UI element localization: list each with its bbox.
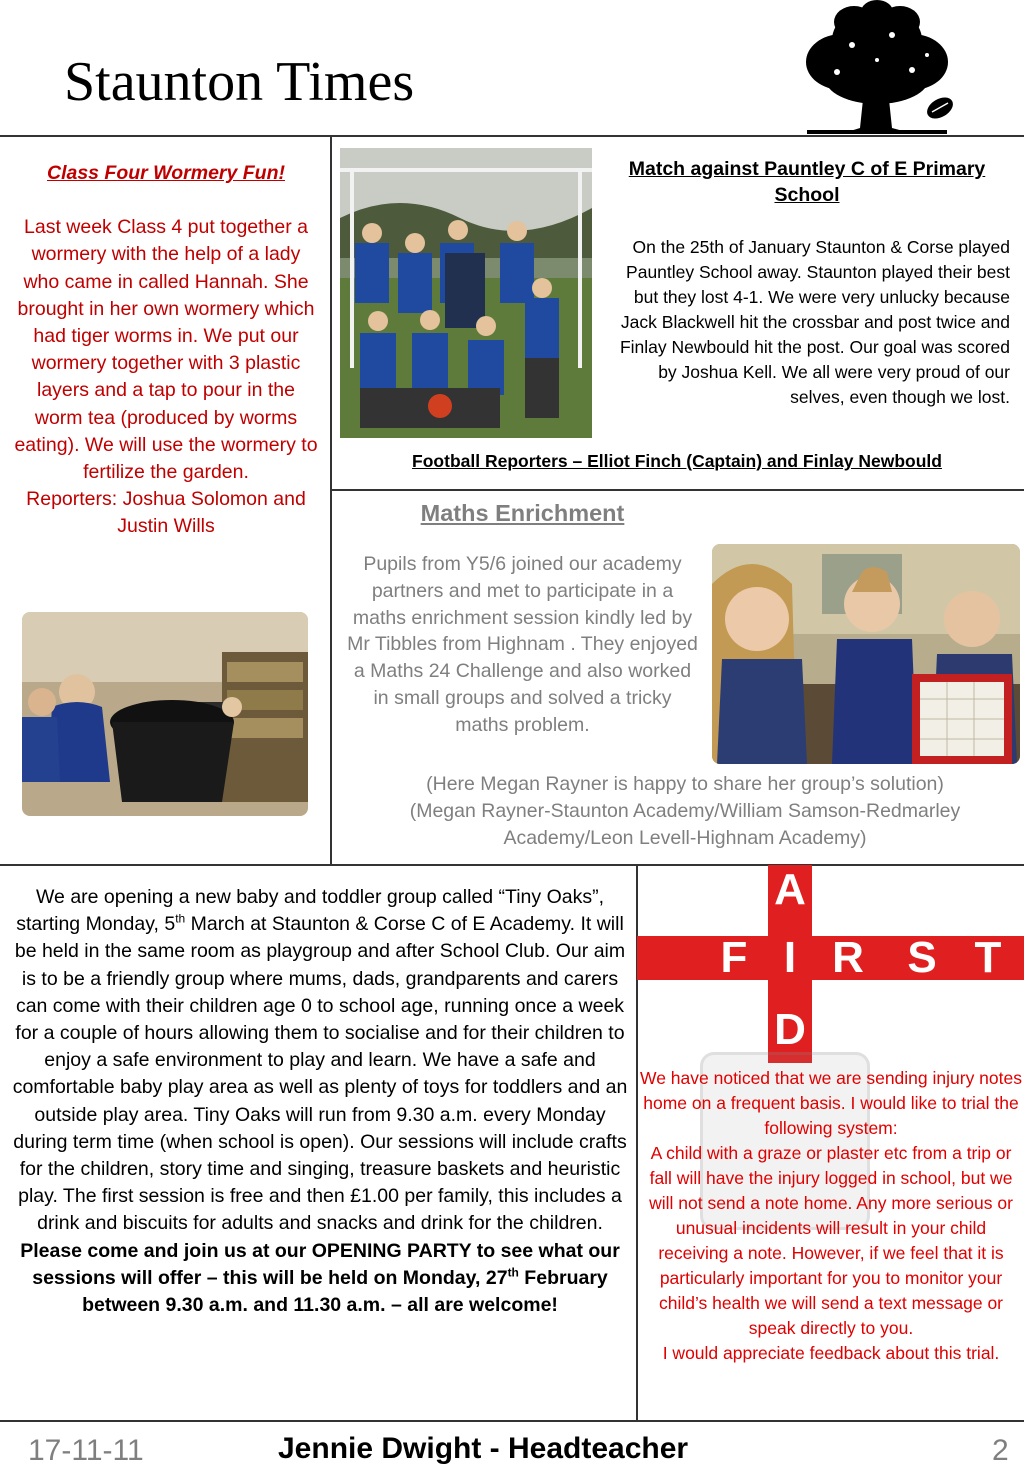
first-aid-letter-t: T — [974, 933, 1002, 982]
maths-caption — [345, 771, 1024, 851]
wormery-title: Class Four Wormery Fun! — [46, 162, 285, 184]
tiny-oaks-text-2: March at Staunton & Corse C of E Academy. It will be held in the same room as playgroup and after School Club. Our aim is to be a friendly group where mums, dads, grandparents and carers can come with their children age 0 to school age, running once a week for a couple of hours allowing them to socialise and for their children to enjoy a safe environment to play and learn. We have a safe and comfortable baby play area as well as plenty of toys for toddlers and an outside play area. Tiny Oaks will run from 9.30 a.m. every Monday during term time (when school is open). Our sessions will include crafts for the children, story time and singing, treasure baskets and heuristic play. The first session is free and then £1.00 per family, this includes a drink and biscuits for adults and snacks and drink for the children. — [12, 913, 628, 1235]
tiny-oaks-text-1: We are opening a new baby and toddler group called “Tiny Oaks”, starting Monday, 5 — [16, 886, 604, 936]
maths-photo — [712, 544, 1020, 764]
match-title: Match against Pauntley C of E Primary School — [628, 158, 986, 206]
wormery-photo — [22, 612, 308, 816]
column-divider-top — [330, 135, 332, 864]
newsletter-title: Staunton Times — [64, 51, 415, 113]
middle-divider — [0, 864, 1024, 866]
football-reporters: Football Reporters – Elliot Finch (Captain) and Finlay Newbould — [412, 451, 942, 471]
first-aid-letter-r: R — [832, 933, 864, 982]
tiny-oaks-sup-1: th — [175, 911, 186, 926]
tiny-oaks-article — [10, 884, 630, 1319]
maths-title: Maths Enrichment — [420, 500, 625, 526]
first-aid-letter-d: D — [774, 1005, 806, 1054]
footer-date: 17-11-11 — [28, 1434, 144, 1467]
first-aid-notice-feedback: I would appreciate feedback about this trial. — [662, 1343, 1000, 1363]
first-aid-notice-system: A child with a graze or plaster etc from a trip or fall will have the injury logged in school, but we will not send a note home. Any more serious or unusual incidents will result in your child receiving a note. However, if we feel that it is particularly important for you to monitor your child’s health we will send a text message or speak directly to you. — [649, 1143, 1013, 1338]
tiny-oaks-sup-2: th — [507, 1265, 519, 1280]
footer-headteacher: Jennie Dwight - Headteacher — [278, 1432, 689, 1465]
first-aid-letter-a: A — [774, 865, 806, 914]
maths-caption-line-2: (Megan Rayner-Staunton Academy/William Samson-Redmarley Academy/Leon Levell-Highnam Academy) — [409, 799, 961, 849]
football-team-photo — [340, 148, 592, 438]
first-aid-notice-intro: We have noticed that we are sending injury notes home on a frequent basis. I would like to trial the following system: — [640, 1068, 1022, 1138]
first-aid-notice — [639, 1066, 1023, 1366]
footer-divider — [0, 1420, 1024, 1422]
first-aid-letter-s: S — [907, 933, 937, 982]
wormery-reporters: Reporters: Joshua Solomon and Justin Wills — [26, 488, 306, 538]
masthead-divider — [0, 135, 1024, 137]
first-aid-letter-i: I — [783, 933, 797, 982]
match-body: On the 25th of January Staunton & Corse played Pauntley School away. Staunton played their best but they lost 4-1. We were very unlucky because Jack Blackwell hit the crossbar and post twice and Finlay Newbould hit the post. Our goal was scored by Joshua Kell. We all were very proud of our selves, even though we lost. — [619, 237, 1010, 407]
page-number: 2 — [992, 1434, 1009, 1467]
wormery-article — [14, 160, 318, 541]
maths-caption-line-1: (Here Megan Rayner is happy to share her group’s solution) — [426, 773, 944, 795]
oak-tree-logo-icon — [792, 0, 962, 145]
tiny-oaks-invite-2: February between 9.30 a.m. and 11.30 a.m. – all are welcome! — [82, 1266, 608, 1317]
first-aid-letter-f: F — [720, 933, 748, 982]
wormery-body: Last week Class 4 put together a wormery with the help of a lady who came in called Hannah. She brought in her own wormery which had tiger worms in. We put our wormery together with 3 plastic layers and a tap to pour in the worm tea (produced by worms eating). We will use the wormery to fertilize the garden. — [14, 216, 318, 484]
maths-divider — [330, 489, 1024, 491]
maths-body: Pupils from Y5/6 joined our academy partners and met to participate in a maths enrichment session kindly led by Mr Tibbles from Highnam . They enjoyed a Maths 24 Challenge and also worked in small groups and solved a tricky maths problem. — [347, 553, 698, 736]
tiny-oaks-invite-1: Please come and join us at our OPENING PARTY to see what our sessions will offer – this will be held on Monday, 27 — [20, 1239, 620, 1289]
